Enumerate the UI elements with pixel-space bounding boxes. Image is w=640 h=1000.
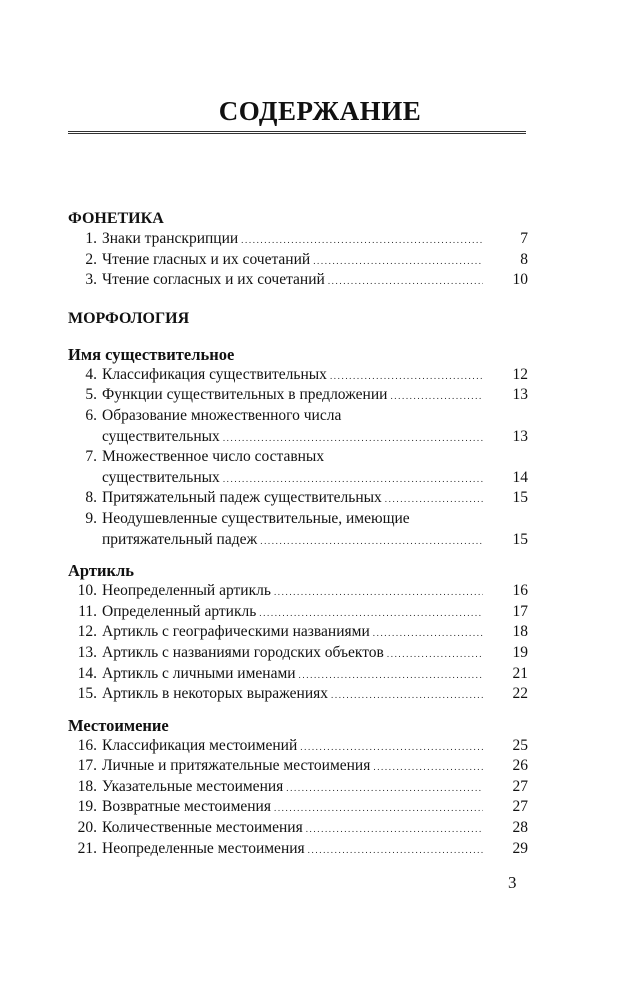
toc-entry-line (68, 839, 528, 860)
dot-leader (328, 277, 483, 286)
dot-leader (286, 784, 483, 793)
toc-entry[interactable] (68, 797, 528, 818)
dot-leader (300, 743, 483, 752)
toc-entry[interactable] (68, 365, 528, 386)
entry-number: 18. (77, 777, 97, 795)
toc-entry[interactable] (68, 664, 528, 685)
toc-entry[interactable] (68, 581, 528, 602)
entry-title: Классификация существительных (102, 365, 327, 383)
toc-entry-line (68, 406, 528, 427)
entry-page-number: 16 (512, 582, 528, 600)
entry-title: Артикль с личными именами (102, 664, 296, 682)
dot-leader (223, 434, 483, 443)
toc-entry-line (68, 385, 528, 406)
toc-entry[interactable] (68, 250, 528, 271)
entry-title: Образование множественного числа (102, 406, 342, 424)
entry-page-number: 13 (512, 386, 528, 404)
toc-entry-line (68, 818, 528, 839)
toc-entry[interactable] (68, 447, 528, 488)
entry-page-number: 28 (512, 819, 528, 837)
entry-number: 6. (85, 406, 97, 424)
toc-entry[interactable] (68, 406, 528, 447)
dot-leader (373, 629, 483, 638)
entry-title: существительных (102, 427, 220, 445)
entry-title: Неопределенный артикль (102, 582, 271, 600)
page-title: СОДЕРЖАНИЕ (218, 96, 422, 126)
entry-page-number: 29 (512, 839, 528, 857)
entry-title: Неодушевленные существительные, имеющие (102, 509, 410, 527)
toc-entry-line (68, 509, 528, 530)
dot-leader (313, 257, 483, 266)
toc-entry-line (68, 684, 528, 705)
toc-entry-line (68, 270, 528, 291)
entry-number: 8. (85, 489, 97, 507)
entry-title: существительных (102, 468, 220, 486)
toc-entry[interactable] (68, 488, 528, 509)
dot-leader (241, 236, 483, 245)
toc-entry-line (68, 643, 528, 664)
entry-title: Определенный артикль (102, 602, 257, 620)
dot-leader (274, 588, 483, 597)
toc-entry[interactable] (68, 229, 528, 250)
title-rule (68, 131, 526, 135)
entry-number: 4. (85, 365, 97, 383)
toc-entry[interactable] (68, 777, 528, 798)
entry-number: 5. (85, 386, 97, 404)
entry-number: 21. (77, 839, 97, 857)
entry-title: Артикль с названиями городских объектов (102, 643, 384, 661)
entry-page-number: 25 (512, 736, 528, 754)
entry-number: 14. (77, 664, 97, 682)
entry-title: Чтение гласных и их сочетаний (102, 250, 311, 268)
entry-number: 10. (77, 582, 97, 600)
entry-title: Артикль с географическими названиями (102, 623, 370, 641)
entry-number: 16. (77, 736, 97, 754)
toc-entry-line (68, 664, 528, 685)
entry-page-number: 14 (512, 468, 528, 486)
toc-entry[interactable] (68, 756, 528, 777)
entry-title: притяжательный падеж (102, 530, 258, 548)
dot-leader (299, 671, 483, 680)
entry-page-number: 21 (512, 664, 528, 682)
subsection-heading: Местоимение (68, 715, 169, 735)
dot-leader (308, 846, 483, 855)
dot-leader (373, 763, 483, 772)
toc-entry-line (68, 622, 528, 643)
toc-entry[interactable] (68, 385, 528, 406)
toc-entry-line (68, 468, 528, 489)
toc-entry-line (68, 756, 528, 777)
toc-entry[interactable] (68, 270, 528, 291)
entry-title: Функции существительных в предложении (102, 386, 388, 404)
toc-entry[interactable] (68, 684, 528, 705)
entry-number: 19. (77, 798, 97, 816)
entry-number: 7. (85, 448, 97, 466)
entry-page-number: 8 (520, 250, 528, 268)
dot-leader (390, 392, 483, 401)
toc-entry[interactable] (68, 736, 528, 757)
dot-leader (387, 650, 483, 659)
entry-title: Количественные местоимения (102, 819, 303, 837)
toc-entry-line (68, 797, 528, 818)
toc-entry[interactable] (68, 643, 528, 664)
entry-number: 11. (78, 602, 97, 620)
entry-number: 2. (85, 250, 97, 268)
entry-title: Классификация местоимений (102, 736, 298, 754)
section-heading: МОРФОЛОГИЯ (68, 309, 190, 327)
toc-entry-line (68, 602, 528, 623)
entry-page-number: 17 (512, 602, 528, 620)
entry-number: 1. (85, 230, 97, 247)
entry-number: 3. (85, 271, 97, 289)
dot-leader (274, 804, 483, 813)
entry-page-number: 15 (512, 530, 528, 548)
section-heading: ФОНЕТИКА (68, 210, 164, 227)
toc-entry-line (68, 447, 528, 468)
entry-number: 9. (85, 509, 97, 527)
toc-entry[interactable] (68, 602, 528, 623)
toc-entry-line (68, 250, 528, 271)
entry-title: Личные и притяжательные местоимения (102, 757, 371, 775)
table-of-contents (68, 209, 528, 859)
entry-page-number: 10 (512, 271, 528, 289)
toc-entry-line (68, 427, 528, 448)
dot-leader (223, 475, 483, 484)
toc-entry-line (68, 777, 528, 798)
entry-title: Возвратные местоимения (102, 798, 271, 816)
entry-page-number: 27 (512, 777, 528, 795)
entry-number: 20. (77, 819, 97, 837)
entry-number: 13. (77, 643, 97, 661)
entry-page-number: 12 (512, 365, 528, 383)
entry-page-number: 15 (512, 489, 528, 507)
dot-leader (385, 495, 483, 504)
entry-page-number: 18 (512, 623, 528, 641)
entry-number: 12. (77, 623, 97, 641)
subsection-heading: Артикль (68, 561, 134, 581)
toc-entry-line (68, 488, 528, 509)
entry-title: Множественное число составных (102, 448, 325, 466)
entry-page-number: 19 (512, 643, 528, 661)
dot-leader (259, 609, 483, 618)
entry-title: Чтение согласных и их сочетаний (102, 271, 325, 289)
toc-entry[interactable] (68, 622, 528, 643)
entry-page-number: 27 (512, 798, 528, 816)
entry-page-number: 22 (512, 685, 528, 703)
entry-title: Знаки транскрипции (102, 230, 239, 247)
dot-leader (331, 691, 483, 700)
toc-entry-line (68, 736, 528, 757)
dot-leader (260, 537, 483, 546)
entry-page-number: 7 (520, 230, 528, 247)
toc-entry[interactable] (68, 839, 528, 860)
toc-entry-line (68, 229, 528, 250)
toc-entry-line (68, 365, 528, 386)
entry-title: Указательные местоимения (102, 777, 284, 795)
entry-title: Притяжательный падеж существительных (102, 489, 382, 507)
toc-entry-line (68, 581, 528, 602)
entry-title: Неопределенные местоимения (102, 839, 305, 857)
toc-entry-line (68, 530, 528, 551)
entry-number: 15. (77, 685, 97, 703)
toc-entry[interactable] (68, 509, 528, 550)
entry-page-number: 26 (512, 757, 528, 775)
toc-entry[interactable] (68, 818, 528, 839)
entry-page-number: 13 (512, 427, 528, 445)
page-number: 3 (508, 873, 517, 892)
dot-leader (330, 372, 483, 381)
entry-number: 17. (77, 757, 97, 775)
subsection-heading: Имя существительное (68, 344, 235, 364)
entry-title: Артикль в некоторых выражениях (102, 685, 328, 703)
dot-leader (306, 825, 483, 834)
